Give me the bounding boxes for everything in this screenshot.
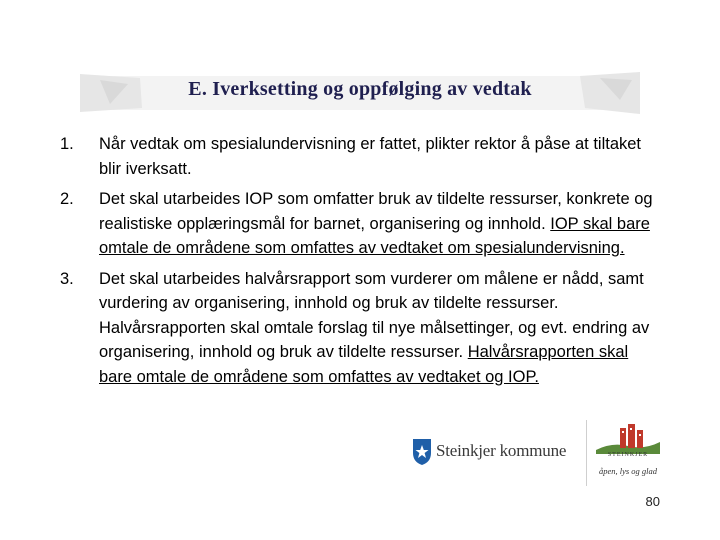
town-badge-logo [592,420,664,486]
item-text-plain: Når vedtak om spesialundervisning er fattet, plikter rektor å påse at tiltaket blir iverksatt. [99,135,642,178]
item-text [99,187,660,261]
badge-name: STEINKJER [607,452,649,458]
item-text [99,132,660,181]
item-text-plain: Det skal utarbeides IOP som omfatter bruk av tildelte ressurser, konkrete og realistiske opplæringsmål for barnet, organisering og innhold. [99,190,653,233]
item-number: 1. [60,135,74,153]
item-text-underlined: Halvårsrapporten skal bare omtale de områdene som omfattes av vedtaket og IOP. [99,343,629,386]
list-item [60,187,660,261]
logo-divider [586,420,587,486]
page-title: E. Iverksetting og oppfølging av vedtak [188,78,532,100]
municipality-name: Steinkjer kommune [436,441,567,460]
municipality-shield-icon [412,438,432,466]
municipality-logo [410,434,575,470]
item-text [99,267,660,390]
page-number: 80 [645,494,660,509]
item-text-plain: Det skal utarbeides halvårsrapport som vurderer om målene er nådd, samt vurdering av organisering, innhold og bruk av tildelte ressurser. Halvårsrapporten skal omtale forslag til nye målsettinger, og evt. endring av organisering, innhold og bruk av tildelte ressurser. [99,269,650,361]
list-item [60,267,660,390]
item-text-underlined: IOP skal bare omtale de områdene som omfattes av vedtaket om spesialundervisning. [99,214,650,257]
numbered-list [60,132,660,395]
badge-slogan: åpen, lys og glad [598,466,658,476]
list-item [60,132,660,181]
item-number: 2. [60,190,74,208]
item-number: 3. [60,269,74,288]
town-skyline-icon [592,420,664,454]
